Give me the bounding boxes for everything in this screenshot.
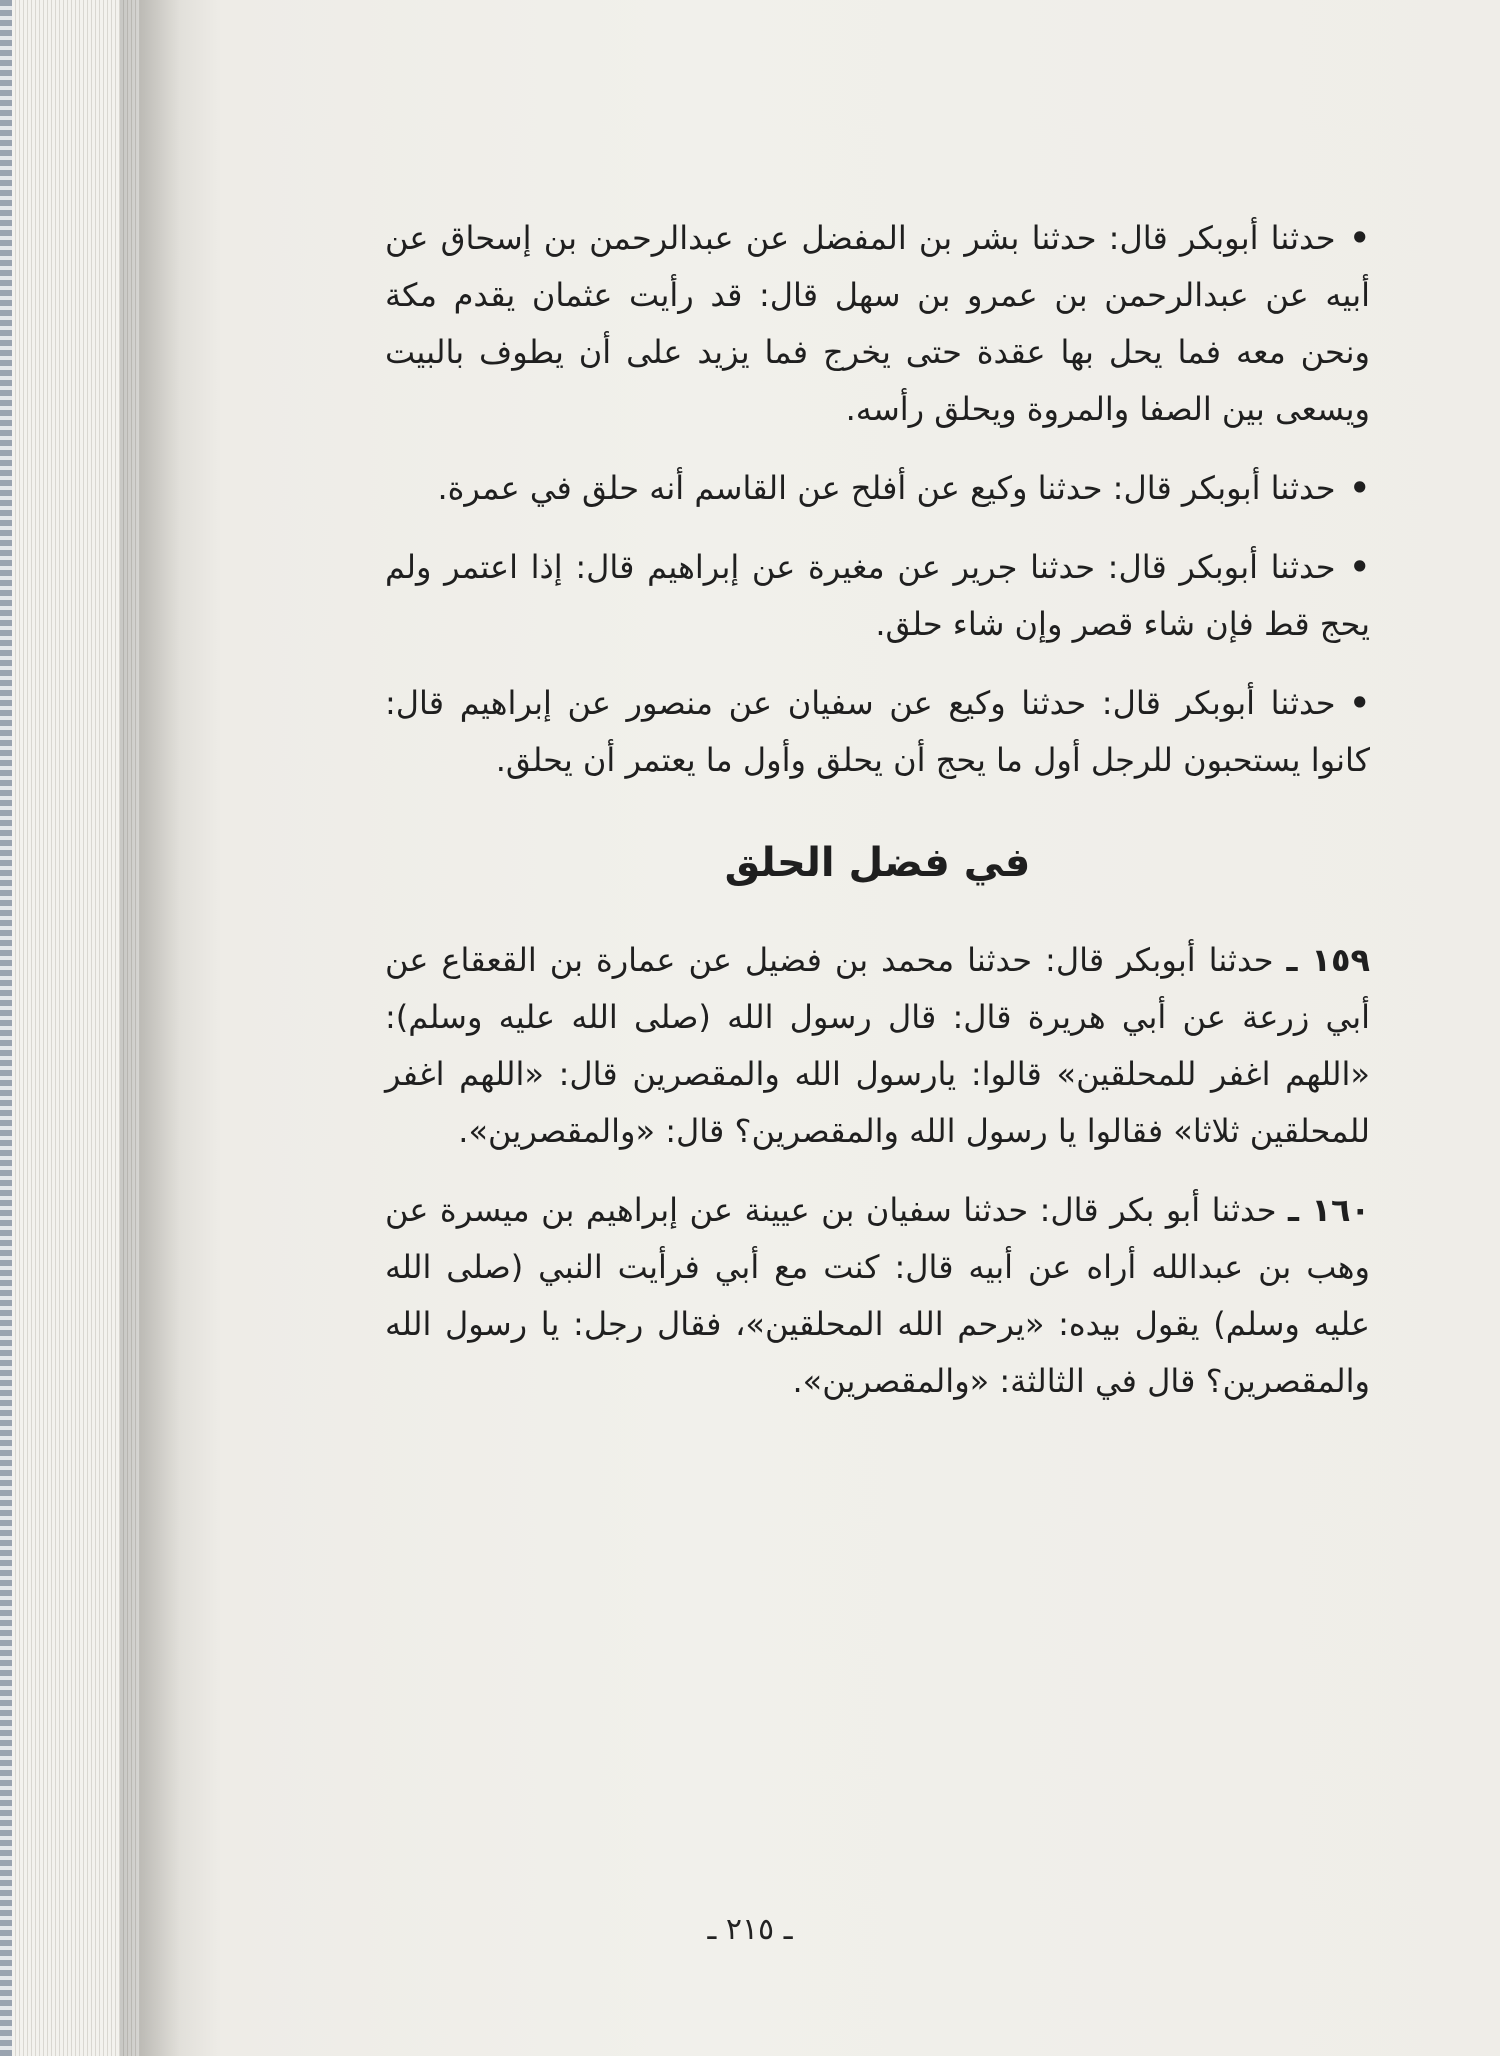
book-spine [0, 0, 12, 2056]
page-text [385, 210, 1370, 1432]
narration-paragraph [385, 675, 1370, 789]
page-gutter-shadow [120, 0, 180, 2056]
paragraph-text: حدثنا أبوبكر قال: حدثنا بشر بن المفضل عن عبدالرحمن بن إسحاق عن أبيه عن عبدالرحمن بن عمرو بن سهل قال: قد رأيت عثمان يقدم مكة ونحن معه فما يحل بها عقدة حتى يخرج فما يزيد على أن يطوف بالبيت ويسعى بين الصفا والمروة ويحلق رأسه. [385, 219, 1370, 428]
narration-paragraph [385, 539, 1370, 653]
hadith-text: حدثنا أبوبكر قال: حدثنا محمد بن فضيل عن عمارة بن القعقاع عن أبي زرعة عن أبي هريرة قال: قال رسول الله (صلى الله عليه وسلم): «اللهم اغفر للمحلقين» قالوا: يارسول الله والمقصرين قال: «اللهم اغفر للمحلقين ثلاثا» فقالوا يا رسول الله والمقصرين؟ قال: «والمقصرين». [385, 941, 1370, 1150]
hadith-paragraph [385, 932, 1370, 1160]
paragraph-text: حدثنا أبوبكر قال: حدثنا وكيع عن سفيان عن منصور عن إبراهيم قال: كانوا يستحبون للرجل أول ما يحج أن يحلق وأول ما يعتمر أن يحلق. [385, 684, 1370, 779]
bullet-marker: • [1349, 684, 1370, 722]
hadith-number: ١٦٠ ـ [1288, 1191, 1371, 1229]
bullet-marker: • [1349, 219, 1370, 257]
paragraph-text: حدثنا أبوبكر قال: حدثنا وكيع عن أفلح عن القاسم أنه حلق في عمرة. [437, 469, 1336, 507]
narration-paragraph [385, 210, 1370, 438]
section-heading: في فضل الحلق [724, 840, 1031, 886]
bullet-marker: • [1349, 548, 1370, 586]
hadith-text: حدثنا أبو بكر قال: حدثنا سفيان بن عيينة عن إبراهيم بن ميسرة عن وهب بن عبدالله أراه عن أبيه قال: كنت مع أبي فرأيت النبي (صلى الله عليه وسلم) يقول بيده: «يرحم الله المحلقين»، فقال رجل: يا رسول الله والمقصرين؟ قال في الثالثة: «والمقصرين». [385, 1191, 1370, 1400]
bullet-marker: • [1349, 469, 1370, 507]
narration-paragraph [385, 460, 1370, 517]
page-number: ـ ٢١٥ ـ [707, 1912, 793, 1947]
paragraph-text: حدثنا أبوبكر قال: حدثنا جرير عن مغيرة عن إبراهيم قال: إذا اعتمر ولم يحج قط فإن شاء قصر وإن شاء حلق. [385, 548, 1370, 643]
page-edges [0, 0, 140, 2056]
hadith-number: ١٥٩ ـ [1286, 941, 1371, 979]
hadith-paragraph [385, 1182, 1370, 1410]
